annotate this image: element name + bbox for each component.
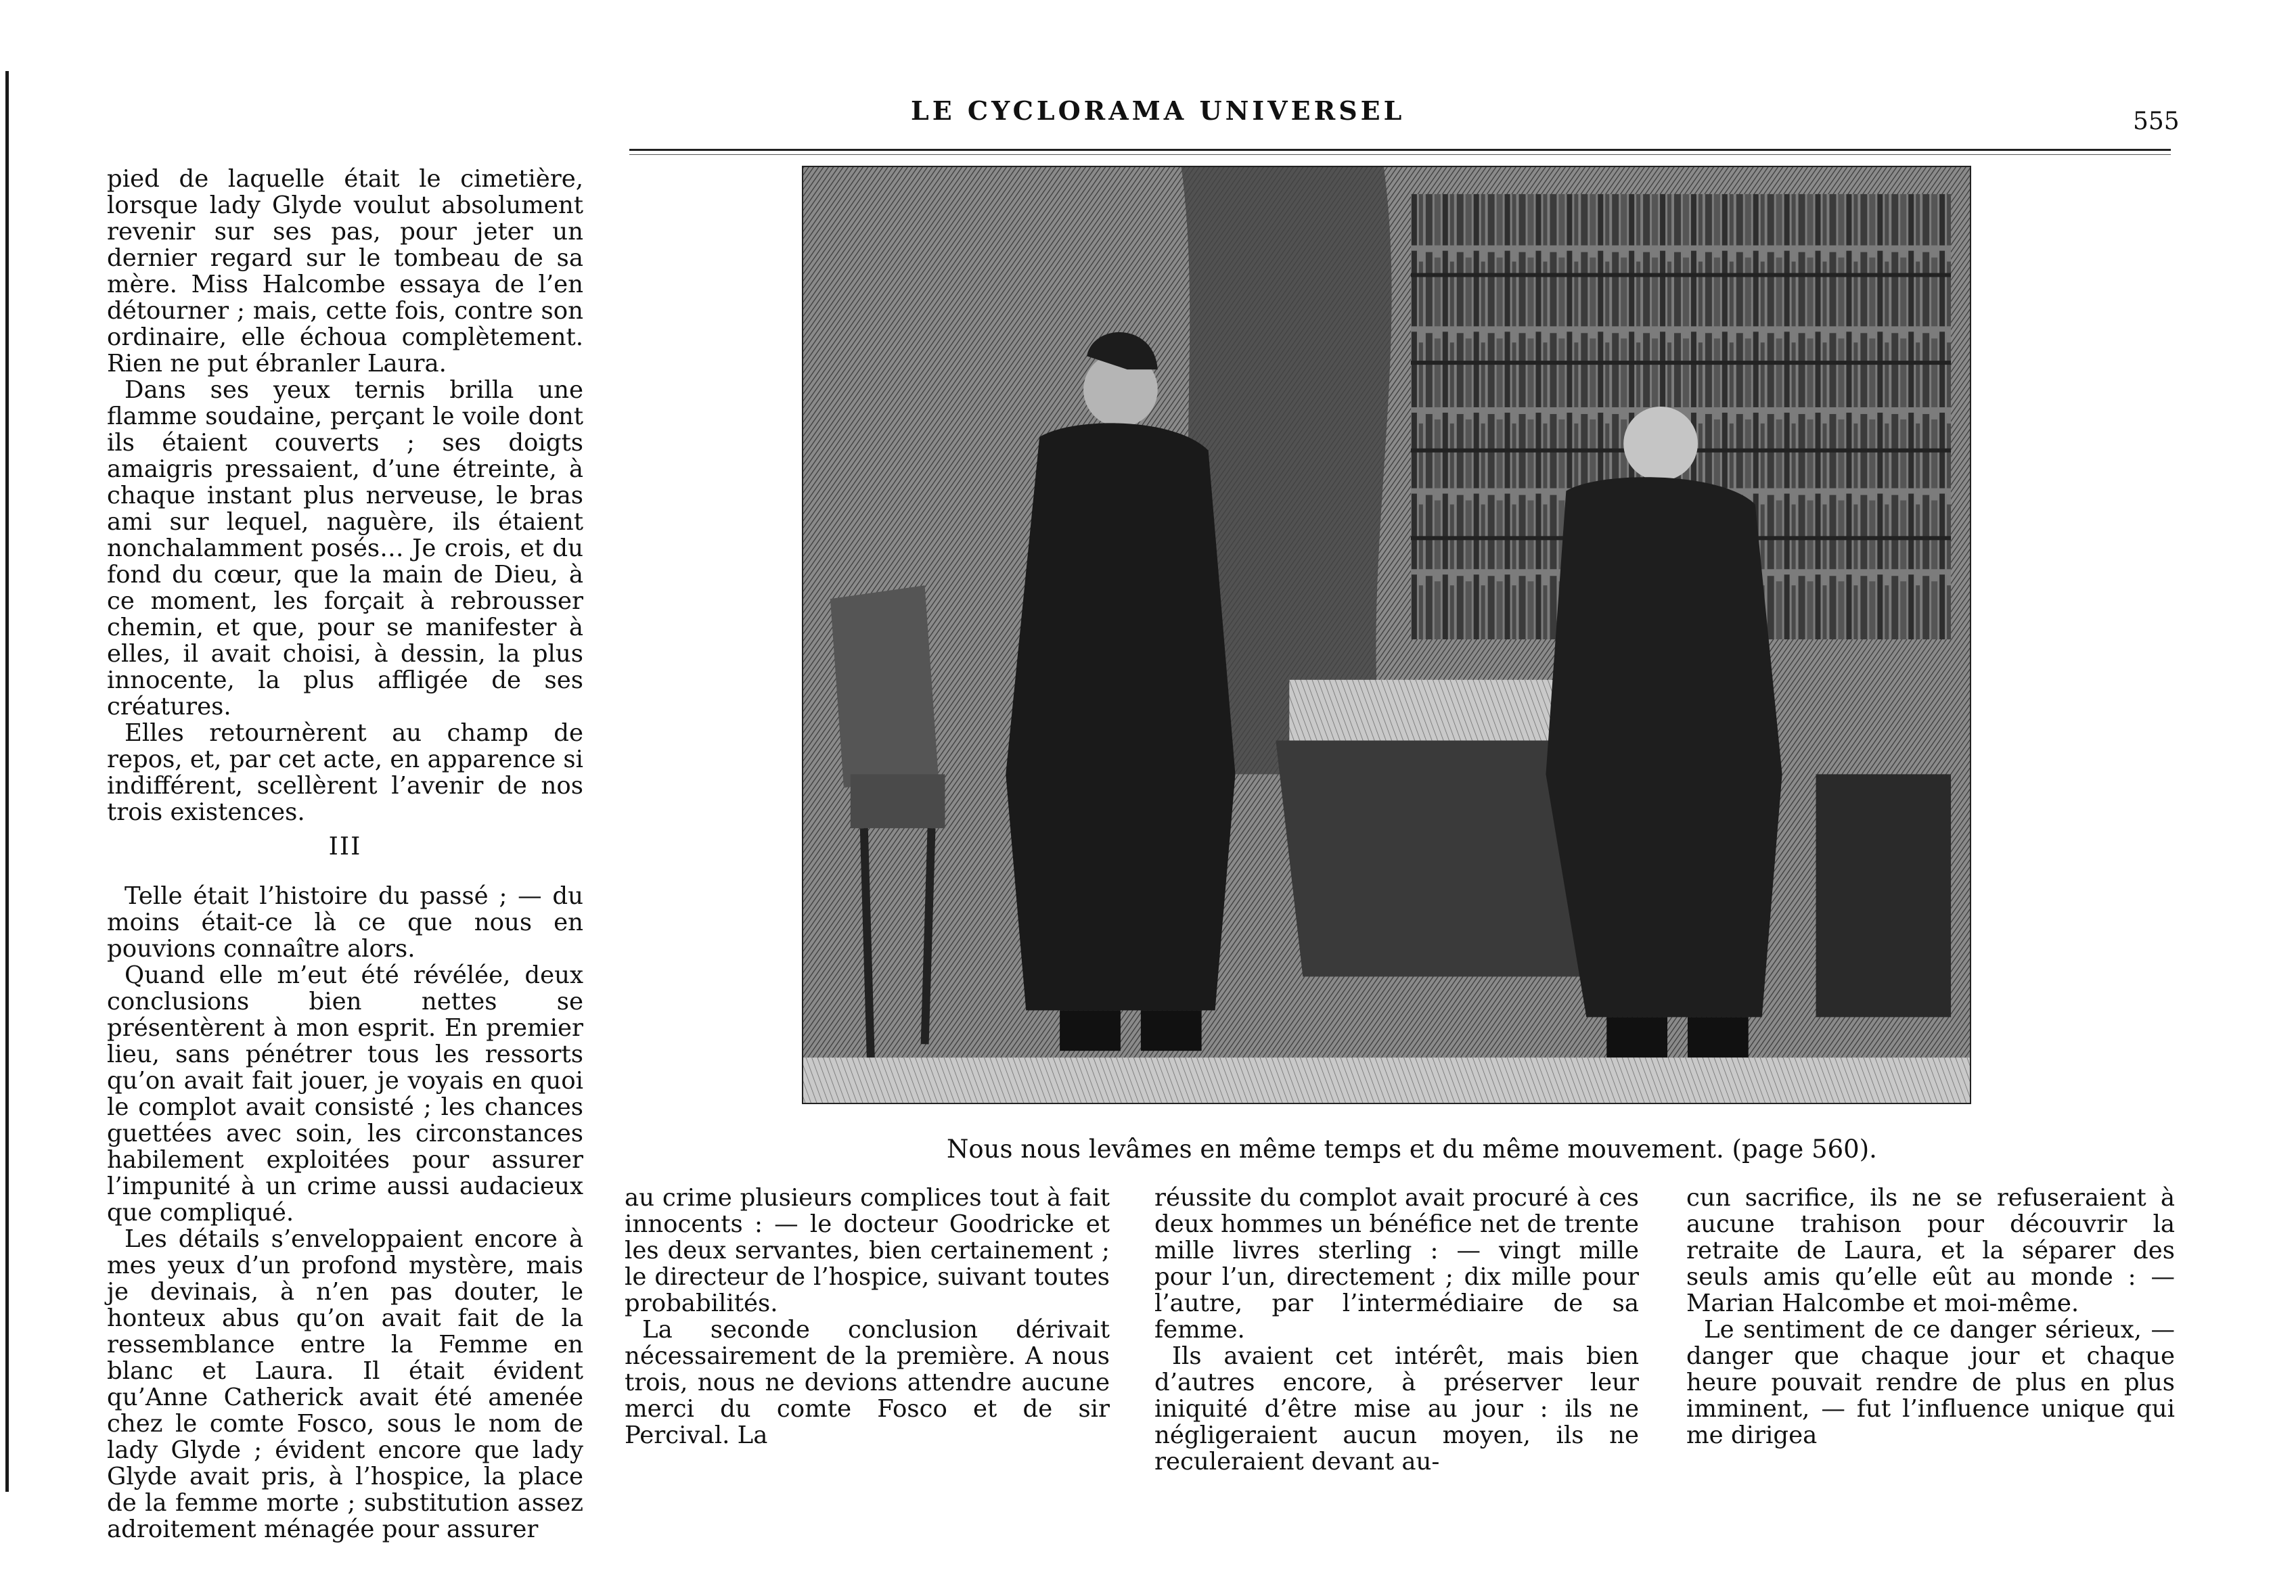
paragraph: Elles retournèrent au champ de repos, et, par cet acte, en apparence si indifférent, scellèrent l’avenir de nos trois existences.: [107, 719, 583, 826]
binding-edge: [5, 71, 9, 1492]
text-column-2: [625, 1185, 1110, 1449]
header-rule-thin: [629, 154, 2171, 155]
text-column-1: [107, 166, 583, 1543]
paragraph: réussite du complot avait procuré à ces deux hommes un bénéfice net de trente mille livres sterling : — vingt mille pour l’un, directement ; dix mille pour l’autre, par l’intermédiaire de sa femme.: [1154, 1184, 1639, 1344]
running-header: LE CYCLORAMA UNIVERSEL: [911, 95, 1405, 126]
illustration-caption: Nous nous levâmes en même temps et du même mouvement. (page 560).: [947, 1135, 1877, 1164]
paragraph: Les détails s’enveloppaient encore à mes yeux d’un profond mystère, mais je devinais, à n’en pas douter, le honteux abus qu’on avait fait de la ressemblance entre la Femme en blanc et Laura. Il était évident qu’Anne Catherick avait été amenée chez le comte Fosco, sous le nom de lady Glyde ; évident encore que lady Glyde avait pris, à l’hospice, la place de la femme morte ; substitution assez adroitement ménagée pour assurer: [107, 1225, 583, 1543]
text-column-3: [1154, 1185, 1639, 1475]
paragraph: Ils avaient cet intérêt, mais bien d’autres encore, à préserver leur iniquité d’être mise au jour : ils ne négligeraient aucun moyen, ils ne reculeraient devant au-: [1154, 1342, 1639, 1476]
section-heading: III: [328, 833, 362, 861]
header-rule: [629, 149, 2171, 151]
paragraph: Telle était l’histoire du passé ; — du moins était-ce là ce que nous en pouvions connaître alors.: [107, 882, 583, 963]
page-number: 555: [2133, 108, 2180, 135]
paragraph: au crime plusieurs complices tout à fait innocents : — le docteur Goodricke et les deux servantes, bien certainement ; le directeur de l’hospice, suivant toutes probabilités.: [625, 1184, 1110, 1317]
paragraph: Quand elle m’eut été révélée, deux conclusions bien nettes se présentèrent à mon esprit. En premier lieu, sans pénétrer tous les ressorts qu’on avait fait jouer, je voyais en quoi le complot avait consisté ; les chances guettées avec soin, les circonstances habilement exploitées pour assurer l’impunité à un crime aussi audacieux que compliqué.: [107, 961, 583, 1227]
text-column-4: [1686, 1185, 2175, 1449]
engraving-image: [803, 167, 1970, 1103]
paragraph: pied de laquelle était le cimetière, lorsque lady Glyde voulut absolument revenir sur ses pas, pour jeter un dernier regard sur le tombeau de sa mère. Miss Halcombe essaya de l’en détourner ; mais, cette fois, contre son ordinaire, elle échoua complètement. Rien ne put ébranler Laura.: [107, 165, 583, 378]
paragraph: Dans ses yeux ternis brilla une flamme soudaine, perçant le voile dont ils étaient couverts ; ses doigts amaigris pressaient, d’une étreinte, à chaque instant plus nerveuse, le bras ami sur lequel, naguère, ils étaient nonchalamment posés… Je crois, et du fond du cœur, que la main de Dieu, à ce moment, les forçait à rebrousser chemin, et que, pour se manifester à elles, il avait choisi, à dessin, la plus innocente, la plus affligée de ses créatures.: [107, 376, 583, 721]
paragraph: La seconde conclusion dérivait nécessairement de la première. A nous trois, nous ne devions attendre aucune merci du comte Fosco et de sir Percival. La: [625, 1316, 1110, 1449]
paragraph: cun sacrifice, ils ne se refuseraient à aucune trahison pour découvrir la retraite de Laura, et la séparer des seuls amis qu’elle eût au monde : — Marian Halcombe et moi-même.: [1686, 1184, 2175, 1317]
engraving-illustration: [802, 166, 1971, 1104]
paragraph: Le sentiment de ce danger sérieux, — danger que chaque jour et chaque heure pouvait rendre de plus en plus imminent, — fut l’influence unique qui me dirigea: [1686, 1316, 2175, 1449]
